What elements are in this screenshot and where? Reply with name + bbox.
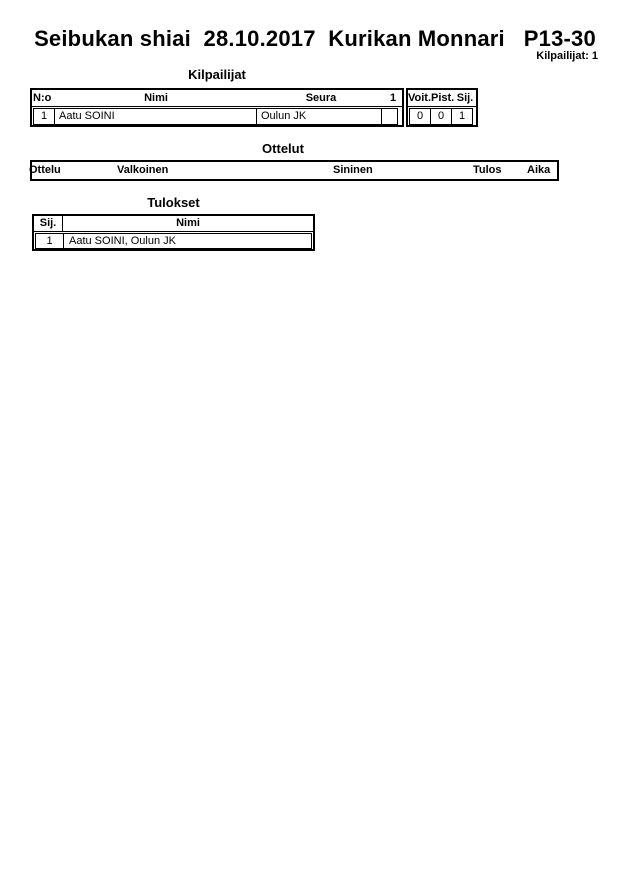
column-header-nimi: Nimi: [144, 92, 168, 104]
column-header-round1: 1: [389, 92, 397, 104]
competitors-count-label: Kilpailijat: 1: [536, 50, 598, 62]
ottelut-section-heading: Ottelut: [262, 141, 304, 156]
column-header-tulos: Tulos: [473, 164, 502, 176]
column-header-aika: Aika: [527, 164, 551, 176]
tulokset-table: [32, 214, 315, 251]
result-place-cell: 1: [35, 233, 64, 249]
kilpailijat-tables: [30, 88, 478, 127]
tulokset-header-row: [34, 216, 313, 232]
column-header-ottelu: Ottelu: [29, 164, 61, 176]
kilpailijat-header-row: [32, 90, 402, 107]
page-title: Seibukan shiai 28.10.2017 Kurikan Monnari P13-30: [34, 26, 596, 51]
column-header-sininen: Sininen: [333, 164, 373, 176]
column-header-result-sij: Sij.: [34, 216, 63, 231]
competitor-round1-cell: [381, 108, 398, 125]
competitor-place-cell: 1: [451, 108, 473, 125]
kilpailijat-table-row: [32, 107, 402, 125]
column-header-no: N:o: [33, 92, 52, 104]
column-header-seura: Seura: [305, 92, 337, 104]
competitor-wins-cell: 0: [409, 108, 431, 125]
competitor-club-cell: Oulun JK: [256, 108, 382, 125]
column-header-pist: Pist.: [431, 92, 455, 104]
kilpailijat-main-table: [30, 88, 404, 127]
score-table-row: [408, 107, 476, 125]
kilpailijat-section-heading: Kilpailijat: [188, 67, 246, 82]
ottelut-table: [30, 160, 559, 181]
result-name-cell: Aatu SOINI, Oulun JK: [63, 233, 312, 249]
column-header-sij: Sij.: [456, 92, 474, 104]
column-header-voit: Voit.: [408, 92, 432, 104]
column-header-result-nimi: Nimi: [176, 217, 200, 229]
kilpailijat-score-table: [406, 88, 478, 127]
competitor-number-cell: 1: [33, 108, 55, 125]
tulokset-section-heading: Tulokset: [147, 195, 200, 210]
score-header-row: [408, 90, 476, 107]
competitor-name-cell: Aatu SOINI: [54, 108, 257, 125]
tulokset-table-row: [34, 232, 313, 249]
column-header-valkoinen: Valkoinen: [117, 164, 169, 176]
competitor-points-cell: 0: [430, 108, 452, 125]
